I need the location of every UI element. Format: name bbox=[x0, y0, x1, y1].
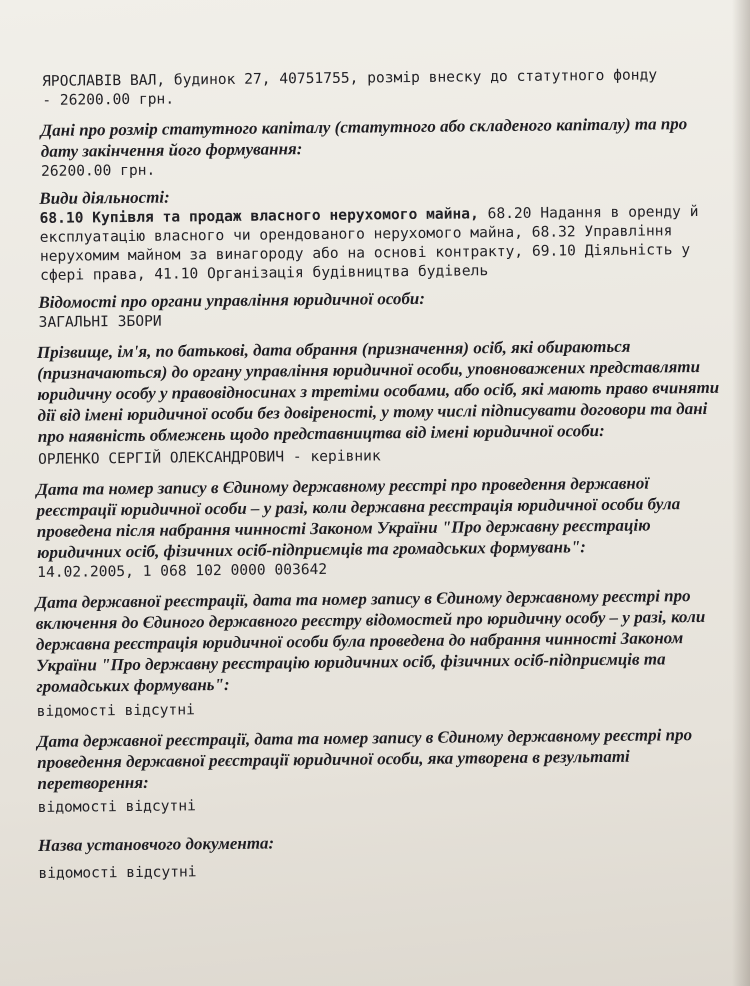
transformation-record-value: відомості відсутні bbox=[37, 797, 196, 816]
representatives-value: ОРЛЕНКО СЕРГІЙ ОЛЕКСАНДРОВИЧ - керівник bbox=[37, 447, 381, 468]
activities-value bbox=[39, 202, 722, 285]
page-edge-shadow bbox=[732, 0, 750, 986]
capital-label: Дані про розмір статутного капіталу (статутного або складеного капіталу) та про дату закінчення його формування: bbox=[40, 114, 688, 161]
registration-record-section bbox=[34, 472, 725, 582]
inclusion-record-label: Дата державної реєстрації, дата та номер запису в Єдиному державному реєстрі про включення до Єдиного державного реєстру відомостей про юридичну особу – у разі, коли державна реєстрація юридичної особи була проведена до набрання чинності Законом України "Про державну реєстрацію юридичних осіб, фізичних осіб-підприємців та громадських формувань": bbox=[35, 586, 706, 696]
inclusion-record-section bbox=[35, 585, 726, 721]
founding-document-section bbox=[38, 828, 728, 883]
founding-document-value: відомості відсутні bbox=[38, 863, 197, 882]
registration-record-label: Дата та номер запису в Єдиному державному реєстрі про проведення державної реєстрації юридичної особи – у разі, коли державна реєстрація юридичної особи була проведена після набрання чинності Законом України "Про державну реєстрацію юридичних осіб, фізичних осіб-підприємців та громадських формувань": bbox=[36, 473, 681, 562]
registry-extract bbox=[30, 65, 728, 883]
main-activity: 68.10 Купівля та продаж власного нерухомого майна, bbox=[39, 205, 479, 227]
representatives-section bbox=[33, 335, 724, 469]
capital-value: 26200.00 грн. bbox=[40, 161, 156, 180]
founding-document-label: Назва установчого документа: bbox=[38, 833, 275, 855]
governing-bodies-value: ЗАГАЛЬНІ ЗБОРИ bbox=[38, 312, 162, 331]
transformation-record-section bbox=[37, 724, 728, 817]
governing-bodies-label: Відомості про органи управління юридичної особи: bbox=[38, 288, 426, 312]
other-activities: 68.20 Надання в оренду й експлуатацію власного чи орендованого нерухомого майна, 68.32 Управління нерухомим майном за винагороду або на основі контракту, 69.10 Діяльність у сфері права, 41.10 Організація будівництва будівель bbox=[39, 202, 708, 284]
activities-section bbox=[31, 181, 722, 285]
capital-section bbox=[31, 113, 722, 181]
representatives-label: Прізвище, ім'я, по батькові, дата обрання (призначення) осіб, які обираються (призначаються) до органу управління юридичної особи, уповноважених представляти юридичну особу у правовідносинах з третіми особами, або осіб, які мають право вчиняти дії від імені юридичної особи без довіреності, у тому числі підписувати договори та дані про наявність обмежень щодо представництва від імені юридичної особи: bbox=[36, 336, 720, 446]
registration-record-value: 14.02.2005, 1 068 102 0000 003642 bbox=[37, 560, 328, 581]
transformation-record-label: Дата державної реєстрації, дата та номер запису в Єдиному державному реєстрі про проведення державної реєстрації юридичної особи, яка утворена в результаті перетворення: bbox=[36, 725, 693, 793]
address-line-2: - 26200.00 грн. bbox=[42, 90, 175, 109]
address-line-1: ЯРОСЛАВІВ ВАЛ, будинок 27, 40751755, розмір внеску до статутного фонду bbox=[42, 66, 658, 90]
activities-label: Види діяльності: bbox=[39, 187, 170, 208]
inclusion-record-value: відомості відсутні bbox=[36, 701, 195, 720]
